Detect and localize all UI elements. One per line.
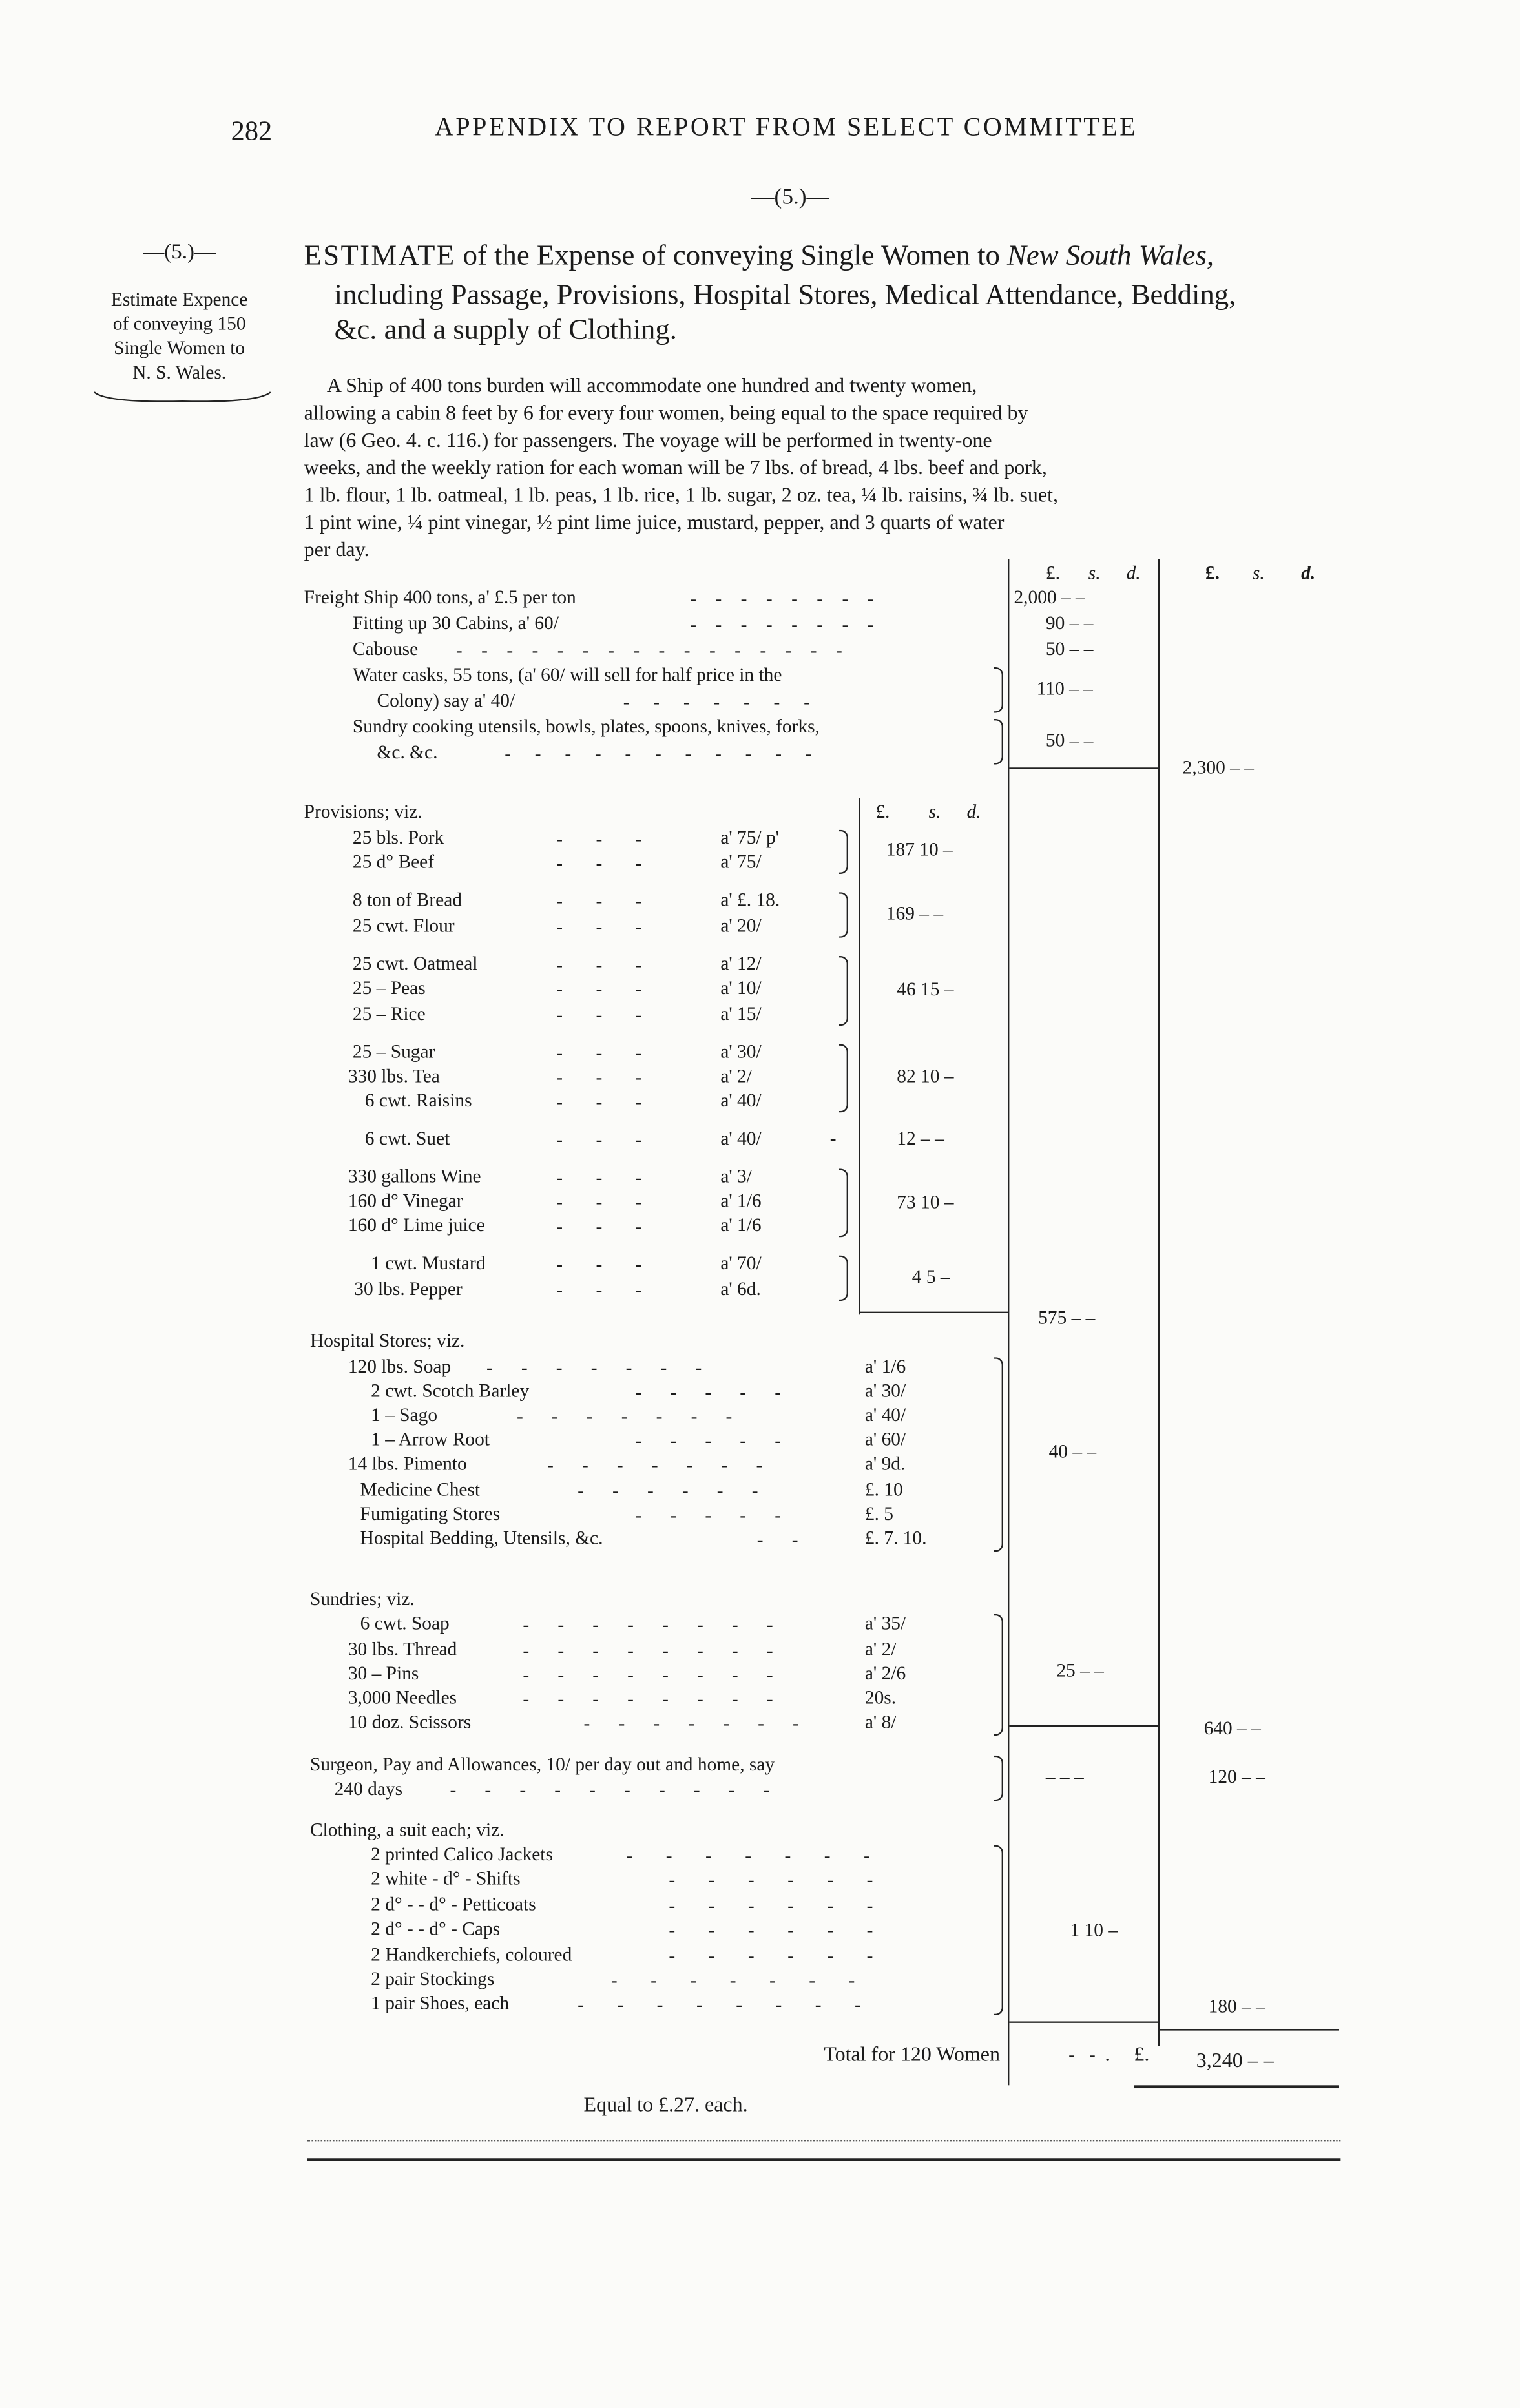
total-double-rule	[1134, 2085, 1339, 2088]
brace	[994, 1614, 1003, 1736]
provisions-total: 575 – –	[1038, 1307, 1096, 1329]
page-number: 282	[231, 115, 273, 146]
margin-note-flourish	[91, 388, 273, 406]
freight-item: Cabouse	[352, 638, 419, 660]
intro-line: weeks, and the weekly ration for each woman will be 7 lbs. of bread, 4 lbs. beef and pork,	[304, 455, 1047, 479]
brace	[839, 892, 848, 938]
hospital-rate: £. 7. 10.	[864, 1527, 927, 1549]
provision-item: 160 d° Vinegar	[348, 1190, 463, 1212]
hospital-item: Hospital Bedding, Utensils, &c.	[360, 1527, 603, 1549]
sundry-item: 3,000 Needles	[348, 1687, 457, 1708]
col-b-heading-shillings: s.	[928, 801, 941, 822]
bottom-dotted-rule	[307, 2140, 1340, 2141]
section-heading: Clothing, a suit each; viz.	[310, 1819, 505, 1841]
sundry-item: 10 doz. Scissors	[348, 1711, 472, 1733]
hospital-rate: £. 5	[864, 1503, 893, 1525]
intro-line: per day.	[304, 537, 370, 561]
page: 282 APPENDIX TO REPORT FROM SELECT COMMITTEE —(5.)— —(5.)— Estimate Expence of conveying 150 Single Women to N. S. Wales. ESTIMATE of the Expense of conveying Single Women to New South Wales, including Passage, Provisions, Hospital Stores, Medical Attendance, Bedding, &c. and a supply of Clothing. A Ship of 400 tons burden will accommodate one hundred and twenty women, allowing a cabin 8 feet by 6 for every four women, being equal to the space required by law (6 Geo. 4. c. 116.) for passengers. The voyage will be performed in twenty-one weeks, and the weekly ration for each woman will be 7 lbs. of bread, 4 lbs. beef and pork, 1 lb. flour, 1 lb. oatmeal, 1 lb. peas, 1 lb. rice, 1 lb. sugar, 2 oz. tea, ¼ lb. raisins, ¾ lb. suet, 1 pint wine, ¼ pint vinegar, ½ pint lime juice, mustard, pepper, and 3 quarts of water per day. £. s. d. £. s. d. Freight Ship 400 tons, a' £.5 per ton - - - - - - - - 2,000 – – Fitting up 30 Cabins, a' 60/ - - - - - - - - 90 – – Cabouse - - - - - - - - - - - - - - - - 50 – – Water casks, 55 tons, (a' 60/ will sell for half price in the Colony) say a' 40/ - - - - - - - 110 – – Sundry cooking utensils, bowls, plates, spoons, knives, forks, &c. &c. - - - - - - - - - - - 50 – – 2,300 – – Provisions; viz. £. s. d. 25 bls. Pork - - - a' 75/ p' 25 d° Beef - - - a' 75/ 187 10 – 8 ton of Bread - - - a' £. 18. 25 cwt. Flour - - - a' 20/ 169 – – 25 cwt. Oatmeal - - - a' 12/ 25 – Peas - - - a' 10/ 25 – Rice - - - a' 15/ 46 15 – 25 – Sugar - - - a' 30/ 330 lbs. Tea - - - a' 2/ 6 cwt. Raisins - - - a' 40/ 82 10 – 6 cwt. Suet - - - a' 40/ - 12 – – 330 gallons Wine - - - a' 3/ 160 d° Vinegar - - - a' 1/6 160 d° Lime juice - - - a' 1/6 73 10 – 1 cwt. Mustard - - - a' 70/ 30 lbs. Pepper - - - a' 6d. 4 5 – 575 – – Hospital Stores; viz. 120 lbs. Soap 2 cwt. Scotch Barley 1 – Sago 1 – Arrow Root 14 lbs. Pimento Medicine Chest Fumigating Stores Hospital Bedding, Utensils, &c. - - - - - - - - - - - - - - - - - - - - - - - - - - - - - - - - - - - - - - - - - - - - a' 1/6 a' 30/ a' 40/ a' 60/ a' 9d. £. 10 £. 5 £. 7. 10. 40 – – Sundries; viz. 6 cwt. Soap 30 lbs. Thread 30 – Pins 3,000 Needles 10 doz. Scissors - - - - - - - - - - - - - - - - - - - - - - - - - - - - - - - - - - - - - - - a' 35/ a' 2/ a' 2/6 20s. a' 8/ 25 – – 640 – – Surgeon, Pay and Allowances, 10/ per day out and home, say 240 days - - - - - - - - - - – – – 120 – – Clothing, a suit each; viz. 2 printed Calico Jackets 2 white - d° - Shifts 2 d° - - d° - Petticoats 2 d° - - d° - Caps 2 Handkerchiefs, coloured 2 pair Stockings 1 pair Shoes, each - - - - - - - - - - - - - - - - - - - - - - - - - - - - - - - - - - - - - - - - - - - - - - 1 10 – 180 – – Total for 120 Women - - . £. 3,240 – – Equal to £.27. each.	[0, 0, 1520, 2407]
hospital-item: 14 lbs. Pimento	[348, 1453, 467, 1475]
intro-line: A Ship of 400 tons burden will accommodate one hundred and twenty women,	[326, 373, 977, 397]
provision-rate: a' 6d.	[720, 1278, 761, 1300]
provision-item: 160 d° Lime juice	[348, 1214, 485, 1236]
provision-rate: a' 10/	[720, 977, 762, 999]
title-lead: ESTIMATE	[304, 240, 456, 273]
hospital-rate: £. 10	[864, 1479, 903, 1500]
provision-rate: a' 20/	[720, 915, 762, 937]
margin-note-number: —(5.)—	[143, 242, 216, 265]
brace	[839, 1044, 848, 1113]
provision-rate: a' 12/	[720, 953, 762, 975]
brace	[839, 1256, 848, 1302]
freight-total: 2,300 – –	[1182, 756, 1254, 778]
hospital-rate: a' 40/	[864, 1404, 906, 1426]
freight-item: Fitting up 30 Cabins, a' 60/	[352, 612, 559, 634]
bottom-rule	[307, 2158, 1340, 2161]
clothing-item: 2 d° - - d° - Caps	[371, 1918, 501, 1940]
provision-rate: a' 30/	[720, 1041, 762, 1063]
provision-amount: 187 10 –	[886, 838, 953, 860]
col-a-heading-pounds: £.	[1205, 562, 1220, 584]
brace	[839, 1168, 848, 1237]
running-title: APPENDIX TO REPORT FROM SELECT COMMITTEE	[434, 112, 1138, 141]
subtotal-rule	[1009, 2021, 1158, 2022]
col-b-heading-pounds: £.	[875, 801, 890, 822]
total-currency: £.	[1134, 2042, 1150, 2066]
hospital-total: 40 – –	[1048, 1440, 1097, 1462]
subtotal-rule	[1009, 1725, 1158, 1727]
hospital-item: 1 – Sago	[371, 1404, 438, 1426]
freight-item: Sundry cooking utensils, bowls, plates, spoons, knives, forks,	[352, 716, 820, 738]
brace	[994, 1357, 1003, 1552]
section-number: —(5.)—	[751, 185, 829, 210]
title-line-3: &c. and a supply of Clothing.	[334, 315, 677, 347]
provision-item: 6 cwt. Raisins	[364, 1090, 472, 1112]
clothing-each: 1 10 –	[1070, 1919, 1118, 1941]
hospital-item: 120 lbs. Soap	[348, 1355, 452, 1377]
freight-amount: 90 – –	[1045, 612, 1094, 634]
sundry-rate: a' 35/	[864, 1612, 906, 1634]
section-heading: Provisions; viz.	[304, 801, 422, 822]
provision-rate: a' 70/	[720, 1252, 762, 1274]
total-label: Total for 120 Women	[824, 2042, 1000, 2066]
margin-note-line: Single Women to	[114, 337, 245, 359]
surgeon-col-c: – – –	[1045, 1766, 1084, 1788]
brace	[839, 956, 848, 1026]
provision-amount: 169 – –	[886, 902, 944, 924]
surgeon-col-a: 120 – –	[1208, 1766, 1265, 1788]
clothing-item: 2 white - d° - Shifts	[371, 1867, 521, 1889]
column-rule-c	[1008, 559, 1009, 2085]
freight-amount: 2,000 – –	[1014, 586, 1085, 608]
brace	[994, 719, 1003, 765]
hospital-rate: a' 1/6	[864, 1355, 906, 1377]
provision-item: 25 d° Beef	[352, 851, 435, 873]
provision-item: 25 – Sugar	[352, 1041, 435, 1063]
provision-item: 25 – Rice	[352, 1002, 426, 1024]
freight-item: &c. &c.	[377, 742, 438, 763]
provision-amount: 12 – –	[897, 1127, 944, 1149]
freight-amount: 110 – –	[1036, 678, 1093, 700]
provision-item: 330 gallons Wine	[348, 1165, 481, 1187]
provision-rate: a' 2/	[720, 1065, 752, 1087]
provision-rate: a' 1/6	[720, 1190, 762, 1212]
section-heading: Hospital Stores; viz.	[310, 1329, 465, 1351]
freight-item: Water casks, 55 tons, (a' 60/ will sell for half price in the	[352, 664, 782, 686]
hospital-rate: a' 30/	[864, 1380, 906, 1402]
provision-rate: a' 1/6	[720, 1214, 762, 1236]
brace	[994, 1845, 1003, 2016]
provision-item: 1 cwt. Mustard	[371, 1252, 486, 1274]
clothing-item: 2 Handkerchiefs, coloured	[371, 1944, 572, 1966]
sundry-item: 30 lbs. Thread	[348, 1638, 457, 1660]
provision-item: 25 cwt. Oatmeal	[352, 953, 478, 975]
hospital-rate: a' 9d.	[864, 1453, 906, 1475]
provision-amount: 82 10 –	[897, 1065, 954, 1087]
sundry-item: 30 – Pins	[348, 1663, 419, 1685]
brace	[994, 667, 1003, 713]
title-line-2: including Passage, Provisions, Hospital Stores, Medical Attendance, Bedding,	[334, 279, 1236, 312]
sundry-rate: a' 2/6	[864, 1663, 906, 1685]
freight-item: Freight Ship 400 tons, a' £.5 per ton	[304, 586, 576, 608]
hospital-rate: a' 60/	[864, 1428, 906, 1450]
clothing-total: 180 – –	[1208, 1995, 1265, 2017]
provision-item: 25 – Peas	[352, 977, 426, 999]
provision-rate: a' 75/	[720, 851, 762, 873]
col-a-rule	[1160, 2029, 1339, 2030]
surgeon-line: Surgeon, Pay and Allowances, 10/ per day out and home, say	[310, 1754, 775, 1776]
freight-subtotal-rule	[1009, 767, 1158, 769]
sundries-col-a-total: 640 – –	[1203, 1717, 1261, 1739]
col-c-heading-pounds: £.	[1045, 562, 1060, 584]
col-c-heading-pence: d.	[1126, 562, 1141, 584]
hospital-item: 2 cwt. Scotch Barley	[371, 1380, 530, 1402]
provision-rate: a' 40/	[720, 1090, 762, 1112]
hospital-item: 1 – Arrow Root	[371, 1428, 490, 1450]
sundry-rate: 20s.	[864, 1687, 897, 1708]
sundry-rate: a' 8/	[864, 1711, 897, 1733]
title-place: New South Wales,	[1007, 240, 1214, 273]
freight-amount: 50 – –	[1045, 729, 1094, 751]
intro-line: 1 pint wine, ¼ pint vinegar, ½ pint lime juice, mustard, pepper, and 3 quarts of water	[304, 510, 1005, 534]
provision-rate: a' 40/	[720, 1127, 762, 1149]
provision-rate: a' 75/ p'	[720, 827, 779, 848]
column-rule-b	[859, 798, 860, 1314]
col-a-heading-shillings: s.	[1252, 562, 1265, 584]
clothing-item: 2 d° - - d° - Petticoats	[371, 1893, 536, 1915]
provision-item: 8 ton of Bread	[352, 889, 462, 911]
provision-amount: 46 15 –	[897, 979, 954, 1001]
freight-item: Colony) say a' 40/	[377, 690, 515, 712]
section-heading: Sundries; viz.	[310, 1588, 415, 1610]
col-a-heading-pence: d.	[1301, 562, 1316, 584]
provision-item: 25 bls. Pork	[352, 827, 444, 848]
intro-line: allowing a cabin 8 feet by 6 for every four women, being equal to the space required by	[304, 401, 1028, 424]
title-text: of the Expense of conveying Single Women to	[455, 240, 1008, 273]
sundry-rate: a' 2/	[864, 1638, 897, 1660]
brace	[994, 1756, 1003, 1801]
provision-amount: 4 5 –	[911, 1266, 950, 1287]
intro-line: 1 lb. flour, 1 lb. oatmeal, 1 lb. peas, 1 lb. rice, 1 lb. sugar, 2 oz. tea, ¼ lb. raisins, ¾ lb. suet,	[304, 483, 1058, 506]
total-amount: 3,240 – –	[1196, 2048, 1274, 2072]
col-b-heading-pence: d.	[966, 801, 981, 822]
equal-to-line: Equal to £.27. each.	[583, 2093, 748, 2116]
column-rule-a	[1158, 559, 1160, 2046]
margin-note-line: of conveying 150	[112, 313, 246, 335]
provision-item: 30 lbs. Pepper	[354, 1278, 463, 1300]
provision-item: 6 cwt. Suet	[364, 1127, 450, 1149]
surgeon-line: 240 days	[334, 1778, 403, 1800]
freight-amount: 50 – –	[1045, 638, 1094, 660]
provision-item: 330 lbs. Tea	[348, 1065, 440, 1087]
clothing-item: 2 printed Calico Jackets	[371, 1843, 553, 1865]
provision-rate: a' 15/	[720, 1002, 762, 1024]
intro-line: law (6 Geo. 4. c. 116.) for passengers. The voyage will be performed in twenty-one	[304, 428, 992, 451]
margin-note-line: N. S. Wales.	[132, 362, 227, 383]
sundries-total: 25 – –	[1056, 1659, 1104, 1681]
sundry-item: 6 cwt. Soap	[360, 1612, 450, 1634]
provision-rate: a' £. 18.	[720, 889, 780, 911]
clothing-item: 2 pair Stockings	[371, 1968, 495, 1990]
provisions-subtotal-rule	[860, 1312, 1008, 1313]
provision-amount: 73 10 –	[897, 1191, 954, 1213]
hospital-item: Medicine Chest	[360, 1479, 481, 1500]
margin-note-line: Estimate Expence	[110, 289, 248, 311]
provision-item: 25 cwt. Flour	[352, 915, 455, 937]
brace	[839, 830, 848, 874]
clothing-item: 1 pair Shoes, each	[371, 1992, 510, 2014]
provision-rate: a' 3/	[720, 1165, 752, 1187]
col-c-heading-shillings: s.	[1088, 562, 1101, 584]
hospital-item: Fumigating Stores	[360, 1503, 501, 1525]
